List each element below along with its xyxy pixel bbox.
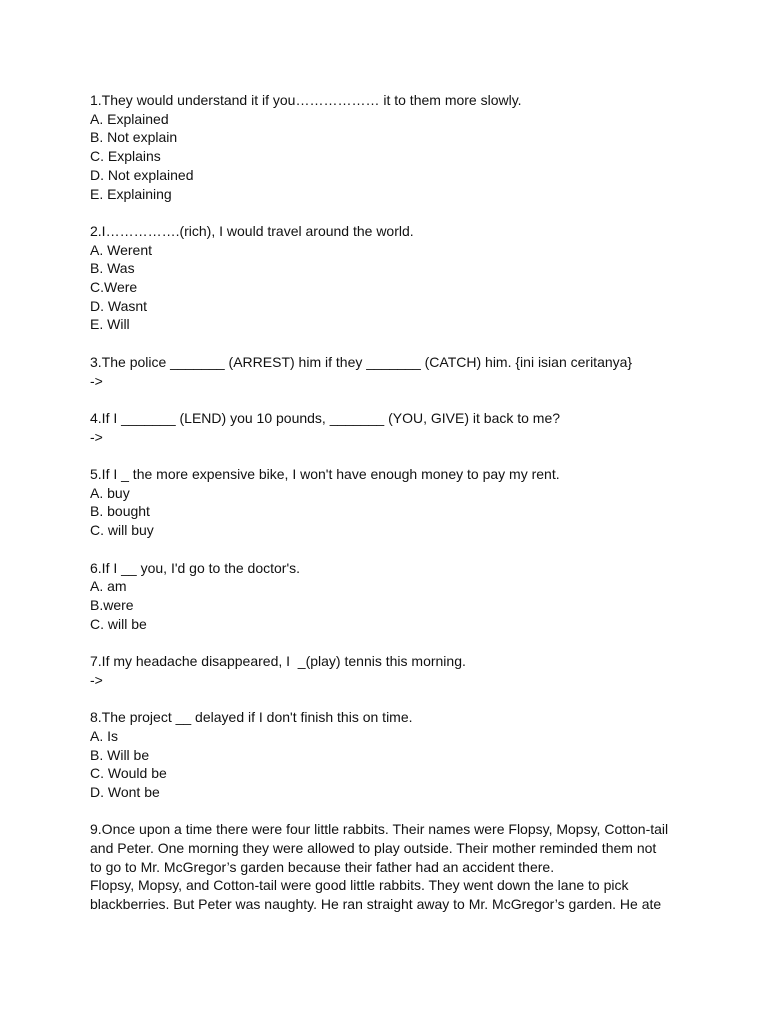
question-stem: 3.The police _______ (ARREST) him if they _______ (CATCH) him. {ini isian ceritanya}: [90, 353, 633, 370]
option-a: A. Is: [90, 727, 119, 744]
option-b: B.were: [90, 596, 134, 613]
option-a: A. Explained: [90, 110, 169, 127]
question-1: [90, 91, 680, 203]
spacer: [90, 689, 680, 708]
option-b: B. Not explain: [90, 129, 178, 146]
reading-paragraph-1: 9.Once upon a time there were four little rabbits. Their names were Flopsy, Mopsy, Cotton-tail and Peter. One morning they were allowed to play outside. Their mother reminded them not to go to Mr. McGregor’s garden because their father had an accident there.: [90, 821, 669, 875]
question-6: [90, 559, 680, 634]
option-c: C. Would be: [90, 765, 167, 782]
question-2: [90, 222, 680, 334]
question-stem: 5.If I _ the more expensive bike, I won't have enough money to pay my rent.: [90, 466, 560, 482]
spacer: [90, 633, 680, 652]
option-d: D. Not explained: [90, 166, 194, 183]
question-stem: 6.If I __ you, I'd go to the doctor's.: [90, 559, 301, 576]
question-8: [90, 708, 680, 802]
spacer: [90, 802, 680, 821]
option-b: B. bought: [90, 503, 150, 520]
question-stem: 7.If my headache disappeared, I _(play) tennis this morning.: [90, 653, 466, 669]
question-5: [90, 465, 680, 540]
option-d: D. Wont be: [90, 783, 160, 800]
answer-arrow: ->: [90, 428, 103, 445]
question-7: [90, 652, 680, 689]
question-4: [90, 409, 680, 446]
question-3: [90, 353, 680, 390]
spacer: [90, 203, 680, 222]
spacer: [90, 390, 680, 409]
option-b: B. Was: [90, 260, 135, 277]
question-stem: 4.If I _______ (LEND) you 10 pounds, _______ (YOU, GIVE) it back to me?: [90, 409, 561, 426]
option-c: C. will be: [90, 615, 147, 632]
option-c: C. Explains: [90, 148, 161, 165]
answer-arrow: ->: [90, 372, 103, 389]
question-stem: 2.I…………….(rich), I would travel around the world.: [90, 222, 414, 239]
option-a: A. buy: [90, 484, 130, 501]
option-d: D. Wasnt: [90, 297, 148, 314]
option-c: C.Were: [90, 279, 138, 296]
option-b: B. Will be: [90, 746, 150, 763]
option-a: A. Werent: [90, 241, 152, 258]
reading-paragraph-2: Flopsy, Mopsy, and Cotton-tail were good little rabbits. They went down the lane to pick blackberries. But Peter was naughty. He ran straight away to Mr. McGregor’s garden. He ate: [90, 877, 662, 913]
spacer: [90, 540, 680, 559]
option-a: A. am: [90, 578, 127, 595]
option-c: C. will buy: [90, 522, 154, 539]
question-9: [90, 820, 680, 914]
worksheet: [90, 91, 680, 914]
option-e: E. Will: [90, 316, 130, 333]
answer-arrow: ->: [90, 671, 103, 688]
question-stem: 8.The project __ delayed if I don't finish this on time.: [90, 709, 413, 726]
spacer: [90, 446, 680, 465]
spacer: [90, 334, 680, 353]
question-stem: 1.They would understand it if you……………… it to them more slowly.: [90, 92, 522, 108]
option-e: E. Explaining: [90, 185, 172, 202]
